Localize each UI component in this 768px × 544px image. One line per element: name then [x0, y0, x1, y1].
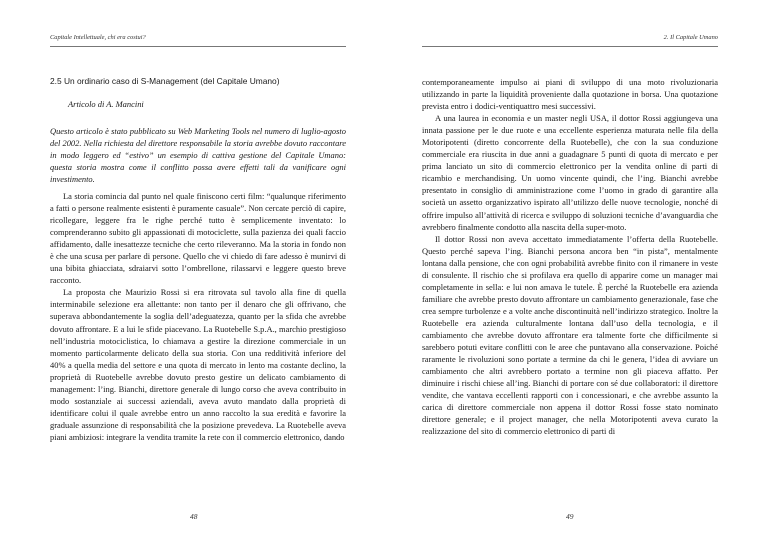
header-rule	[422, 46, 718, 47]
paragraph: contemporaneamente impulso ai piani di sviluppo di una moto rivoluzionaria utilizzando in parte la liquidità proveniente dalla quotazione in borsa. Una quotazione prevista entro i dodici-ventiquattro mesi successivi.	[422, 77, 718, 112]
paragraph: La storia comincia dal punto nel quale finiscono certi film: “qualunque riferimento a fatti o persone realmente esistenti è puramente casuale”. Non cercate perciò di capire, ricollegare, leggere fra le righe perché tutto è semplicemente inventato: lo comprenderanno subito gli appassionati di motociclette, sulla pazienza dei quali faccio affidamento, dalle inesattezze tecniche che certo rileveranno. Ma la storia in fondo non è che una scusa per parlare di persone. Quello che vi chiedo di fare adesso è munirvi di una bibita ghiacciata, sdraiarvi sotto l’ombrellone, rilassarvi e leggere questo breve racconto.	[50, 191, 346, 286]
paragraph: La proposta che Maurizio Rossi si era ritrovata sul tavolo alla fine di quella interminabile selezione era allettante: non tanto per il denaro che gli offrivano, che superava abbondantemente la soglia dell’adeguatezza, quanto per la sfida che avrebbe dovuto affrontare. E a lui le sfide piacevano. La Ruotebelle S.p.A., marchio prestigioso nell’industria motociclistica, lo chiamava a gestire la direzione commerciale in un momento particolarmente delicato della sua storia. Con una redditività inferiore del 40% a quella media del settore e una quota di mercato in lento ma costante declino, la proprietà di Ruotebelle avrebbe dovuto presto gestire un delicato cambiamento di management: l’ing. Bianchi, direttore generale di lungo corso che aveva contribuito in modo sostanziale ai successi aziendali, aveva avuto mandato dalla proprietà di identificare colui il quale avrebbe entro un anno raccolto la sua eredità e favorire la graduale assunzione di responsabilità che la posizione prevedeva. La Ruotebelle aveva piani ambiziosi: integrare la vendita tramite la rete con il commercio elettronico, dando	[50, 287, 346, 442]
body-text	[50, 190, 346, 443]
page-number: 49	[566, 512, 574, 521]
running-head: 2. Il Capitale Umano	[663, 34, 718, 41]
paragraph: Il dottor Rossi non aveva accettato immediatamente l’offerta della Ruotebelle. Questo perché sapeva l’ing. Bianchi persona ancora ben “in pista”, mentalmente lontana dalla pensione, che con ogni probabilità avrebbe finito con il rimanere in veste di consulente. Il rischio che si profilava era quello di apparire come un manager mai completamente in sella: e lui non amava le tutele. È perché la Ruotebelle era azienda familiare che avrebbe presto dovuto affrontare un cambiamento generazionale, fase che crea sempre turbolenze e a volte anche discontinuità nell’indirizzo strategico. Inoltre la Ruotebelle era azienda culturalmente lontana dall’uso della tecnologia, e il cambiamento che avrebbe dovuto affrontare era talmente forte che difficilmente si sarebbero potuti evitare conflitti con le aree che puntavano alla conservazione. Poiché raramente le rivoluzioni sono portate a termine da chi le genera, l’idea di avviare un cambiamento che altri avrebbero portato a termine non gli piaceva affatto. Per diminuire i rischi chiese all’ing. Bianchi di portare con sé due collaboratori: il direttore vendite, che vantava eccellenti rapporti con i concessionari, e che avrebbe assunto la carica di direttore commerciale non appena il dottor Rossi fosse stato nominato direttore generale; e il project manager, che nella Motoripotenti aveva curato la realizzazione del sito di commercio elettronico di parti di	[422, 233, 718, 437]
body-text	[422, 76, 718, 437]
page-number: 48	[190, 512, 198, 521]
paragraph: A una laurea in economia e un master negli USA, il dottor Rossi aggiungeva una innata passione per le due ruote e una eccellente esperienza maturata nelle fila della Motoripotenti (diretto concorrente della Ruotebelle), che con la sua conduzione commerciale era riuscita in due anni a guadagnare 5 punti di quota di mercato e per prima lanciato un sito di commercio elettronico per la vendita online di parti di ricambio e merchandising. Un uomo vincente quindi, che l’ing. Bianchi avrebbe presentato in consiglio di amministrazione come l’uomo in grado di garantire alla società un assetto organizzativo ispirato all’utilizzo delle nuove tecnologie, nonché di offrire impulso all’attività di ricerca e sviluppo di soluzioni tecniche d’avanguardia che avrebbero finalmente condotto alla nascita della super-moto.	[422, 113, 718, 232]
byline: Articolo di A. Mancini	[68, 99, 144, 109]
right-page	[384, 0, 768, 544]
intro-paragraph: Questo articolo è stato pubblicato su Web Marketing Tools nel numero di luglio-agosto del 2002. Nella richiesta del direttore responsabile la storia avrebbe dovuto raccontare in modo leggero ed “estivo” un esempio di cattiva gestione del Capitale Umano: questa storia mostra come il conflitto possa avere effetti tali da vanificare ogni investimento.	[50, 126, 346, 185]
section-heading: 2.5 Un ordinario caso di S-Management (del Capitale Umano)	[50, 76, 280, 86]
header-rule	[50, 46, 346, 47]
running-head: Capitale Intellettuale, chi era costui?	[50, 34, 146, 41]
